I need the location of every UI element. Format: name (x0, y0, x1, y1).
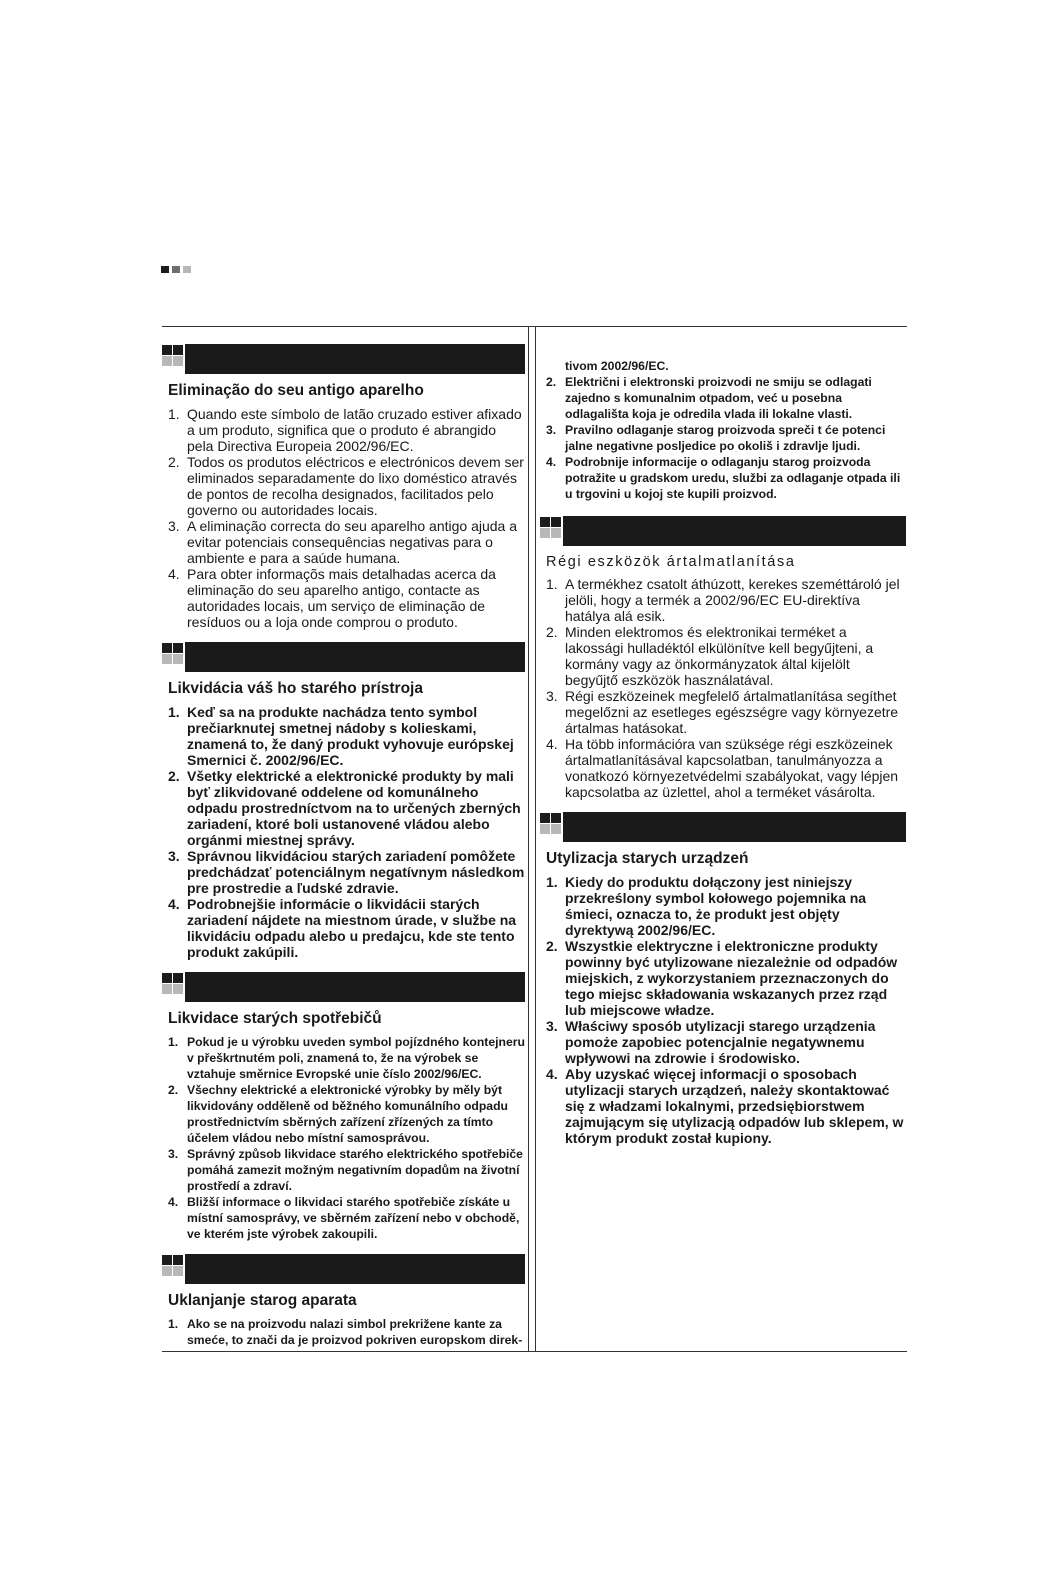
list-item: 1. Kiedy do produktu dołączony jest niniejszy przekreślony symbol kołowego pojemnika na śmieci, oznacza to, że produkt jest objęty dyrektywą 2002/96/EC. (546, 874, 867, 938)
left-column (162, 344, 525, 1348)
list-item: 4. Para obter informaçõs mais detalhadas acerca da eliminação do seu aparelho antigo, contacte as autoridades locais, um serviço de eliminação de resíduos ou a loja onde comprou o produto. (168, 566, 496, 630)
section-black-bar (185, 1254, 525, 1284)
instruction-list (162, 406, 525, 630)
list-item: 4. Aby uzyskać więcej informacji o sposobach utylizacji starych urządzeń, należy skontaktować się z władzami lokalnymi, przedsiębiorstwem zajmującym się utylizacją odpadów lub sklepem, w którym produkt został kupiony. (546, 1066, 904, 1146)
instruction-list (162, 1316, 525, 1348)
section-title: Eliminação do seu antigo aparelho (168, 382, 424, 399)
list-item: 2. Minden elektromos és elektronikai terméket a lakossági hulladéktól elkülönítve kell begyűjteni, a kormány vagy az önkormányzatok által kijelölt begyűjtő eszközök használatával. (546, 624, 874, 688)
section-black-bar (185, 344, 525, 374)
instruction-list (540, 874, 906, 1146)
marker-square-dark (161, 266, 169, 273)
column-divider-left (528, 326, 529, 1351)
section-squares-icon (162, 643, 183, 664)
section-squares-icon (162, 973, 183, 994)
list-item: 3. A eliminação correcta do seu aparelho antigo ajuda a evitar potenciais consequências negativas para o ambiente e para a saúde humana. (168, 518, 517, 566)
section-title: Régi eszközök ártalmatlanítása (546, 554, 796, 570)
section-portuguese (162, 344, 525, 630)
section-title: Utylizacja starych urządzeń (546, 850, 749, 867)
section-black-bar (563, 516, 906, 546)
list-item: 3. Správný způsob likvidace starého elektrického spotřebiče pomáhá zamezit možným negativním dopadům na životní prostředí a zdraví. (168, 1147, 523, 1193)
list-item: 1. Quando este símbolo de latão cruzado estiver afixado a um produto, significa que o produto é abrangido pela Directiva Europeia 2002/96/EC. (168, 406, 522, 454)
list-item: 2. Všechny elektrické a elektronické výrobky by měly být likvidovány odděleně od běžného komunálního odpadu prostřednictvím sběrných zařízení zřízených za tímto účelem vládou nebo místní samosprávou. (168, 1083, 508, 1145)
section-header-bar (162, 972, 525, 1002)
section-squares-icon (540, 813, 561, 834)
bottom-rule (162, 1351, 907, 1352)
section-header-bar (162, 642, 525, 672)
section-title: Likvidácia váš ho starého prístroja (168, 680, 423, 697)
section-black-bar (563, 812, 906, 842)
section-title: Likvidace starých spotřebičů (168, 1010, 382, 1027)
section-black-bar (185, 972, 525, 1002)
list-item: 4. Podrobnije informacije o odlaganju starog proizvoda potražite u gradskom uredu, službi za odlaganje otpada ili u trgovini u kojoj ste kupili proizvod. (546, 455, 901, 501)
section-title: Uklanjanje starog aparata (168, 1292, 357, 1309)
list-item: 2. Električni i elektronski proizvodi ne smiju se odlagati zajedno s komunalnim otpadom, već u posebna odlagališta koja je odredila vlada ili lokalne vlasti. (546, 375, 872, 421)
instruction-list (540, 374, 906, 502)
list-item: 1. A termékhez csatolt áthúzott, kerekes szeméttároló jel jelöli, hogy a termék a 2002/96/EC EU-direktíva hatálya alá esik. (546, 576, 900, 624)
section-squares-icon (540, 517, 561, 538)
section-slovak (162, 642, 525, 960)
list-item: 3. Správnou likvidáciou starých zariadení pomôžete predchádzať potenciálnym negatívnym následkom pre prostredie a ľudské zdravie. (168, 848, 525, 896)
list-continuation: tivom 2002/96/EC. (565, 359, 669, 373)
section-squares-icon (162, 1255, 183, 1276)
column-divider-right (535, 326, 536, 1351)
list-item: 2. Wszystkie elektryczne i elektroniczne produkty powinny być utylizowane niezależnie od odpadów miejskich, z wykorzystaniem przeznaczonych do tego miejsc składowania wskazanych przez rząd lub miejscowe władze. (546, 938, 898, 1018)
list-item: 4. Ha több információra van szüksége régi eszközeinek ártalmatlanításával kapcsolatban, tanulmányozza a vonatkozó környezetvédelmi szabályokat, vagy lépjen kapcsolatba az üzlettel, ahol a terméket vásárolta. (546, 736, 899, 800)
instruction-list (162, 704, 525, 960)
instruction-list (162, 1034, 525, 1242)
section-squares-icon (162, 345, 183, 366)
section-header-bar (162, 344, 525, 374)
list-item: 1. Keď sa na produkte nachádza tento symbol prečiarknutej smetnej nádoby s kolieskami, znamená to, že daný produkt vyhovuje európskej Smernici č. 2002/96/EC. (168, 704, 514, 768)
section-hungarian (540, 516, 906, 800)
list-item: 1. Ako se na proizvodu nalazi simbol prekrižene kante za smeće, to znači da je proizvod pokriven europskom direk- (168, 1317, 523, 1347)
section-czech (162, 972, 525, 1242)
list-item: 4. Podrobnejšie informácie o likvidácii starých zariadení nájdete na miestnom úrade, v službe na likvidáciu odpadu alebo u predajcu, kde ste tento produkt zakúpili. (168, 896, 517, 960)
section-polish (540, 812, 906, 1146)
list-item: 2. Todos os produtos eléctricos e electrónicos devem ser eliminados separadamente do lixo doméstico através de pontos de recolha designados, facilitados pelo governo ou autoridades locais. (168, 454, 524, 518)
section-croatian-continued (540, 358, 906, 502)
marker-square-mid (172, 266, 180, 273)
marker-square-light (183, 266, 191, 273)
list-item: 1. Pokud je u výrobku uveden symbol pojízdného kontejneru v přeškrtnutém poli, znamená to, že na výrobek se vztahuje směrnice Evropské unie číslo 2002/96/EC. (168, 1035, 525, 1081)
list-item: 3. Régi eszközeinek megfelelő ártalmatlanítása segíthet megelőzni az esetleges egészségre vagy környezetre ártalmas hatásokat. (546, 688, 899, 736)
list-item: 2. Všetky elektrické a elektronické produkty by mali byť zlikvidované oddelene od komunálneho odpadu prostredníctvom na to určených zberných zariadení, ktoré boli ustanovené vládou alebo orgánmi miestnej správy. (168, 768, 521, 848)
section-header-bar (162, 1254, 525, 1284)
list-item: 3. Właściwy sposób utylizacji starego urządzenia pomoże zapobiec potencjalnie negatywnemu wpływowi na zdrowie i środowisko. (546, 1018, 876, 1066)
list-item: 3. Pravilno odlaganje starog proizvoda spreči t će potenci jalne negativne posljedice po okoliš i zdravlje ljudi. (546, 423, 886, 453)
section-header-bar (540, 516, 906, 546)
list-item: 4. Bližší informace o likvidaci starého spotřebiče získáte u místní samosprávy, ve sběrném zařízení nebo v obchodě, ve kterém jste výrobek zakoupili. (168, 1195, 520, 1241)
section-black-bar (185, 642, 525, 672)
section-croatian (162, 1254, 525, 1348)
instruction-list (540, 576, 906, 800)
page-marker-squares (161, 266, 191, 273)
section-header-bar (540, 812, 906, 842)
right-column (540, 358, 906, 1146)
